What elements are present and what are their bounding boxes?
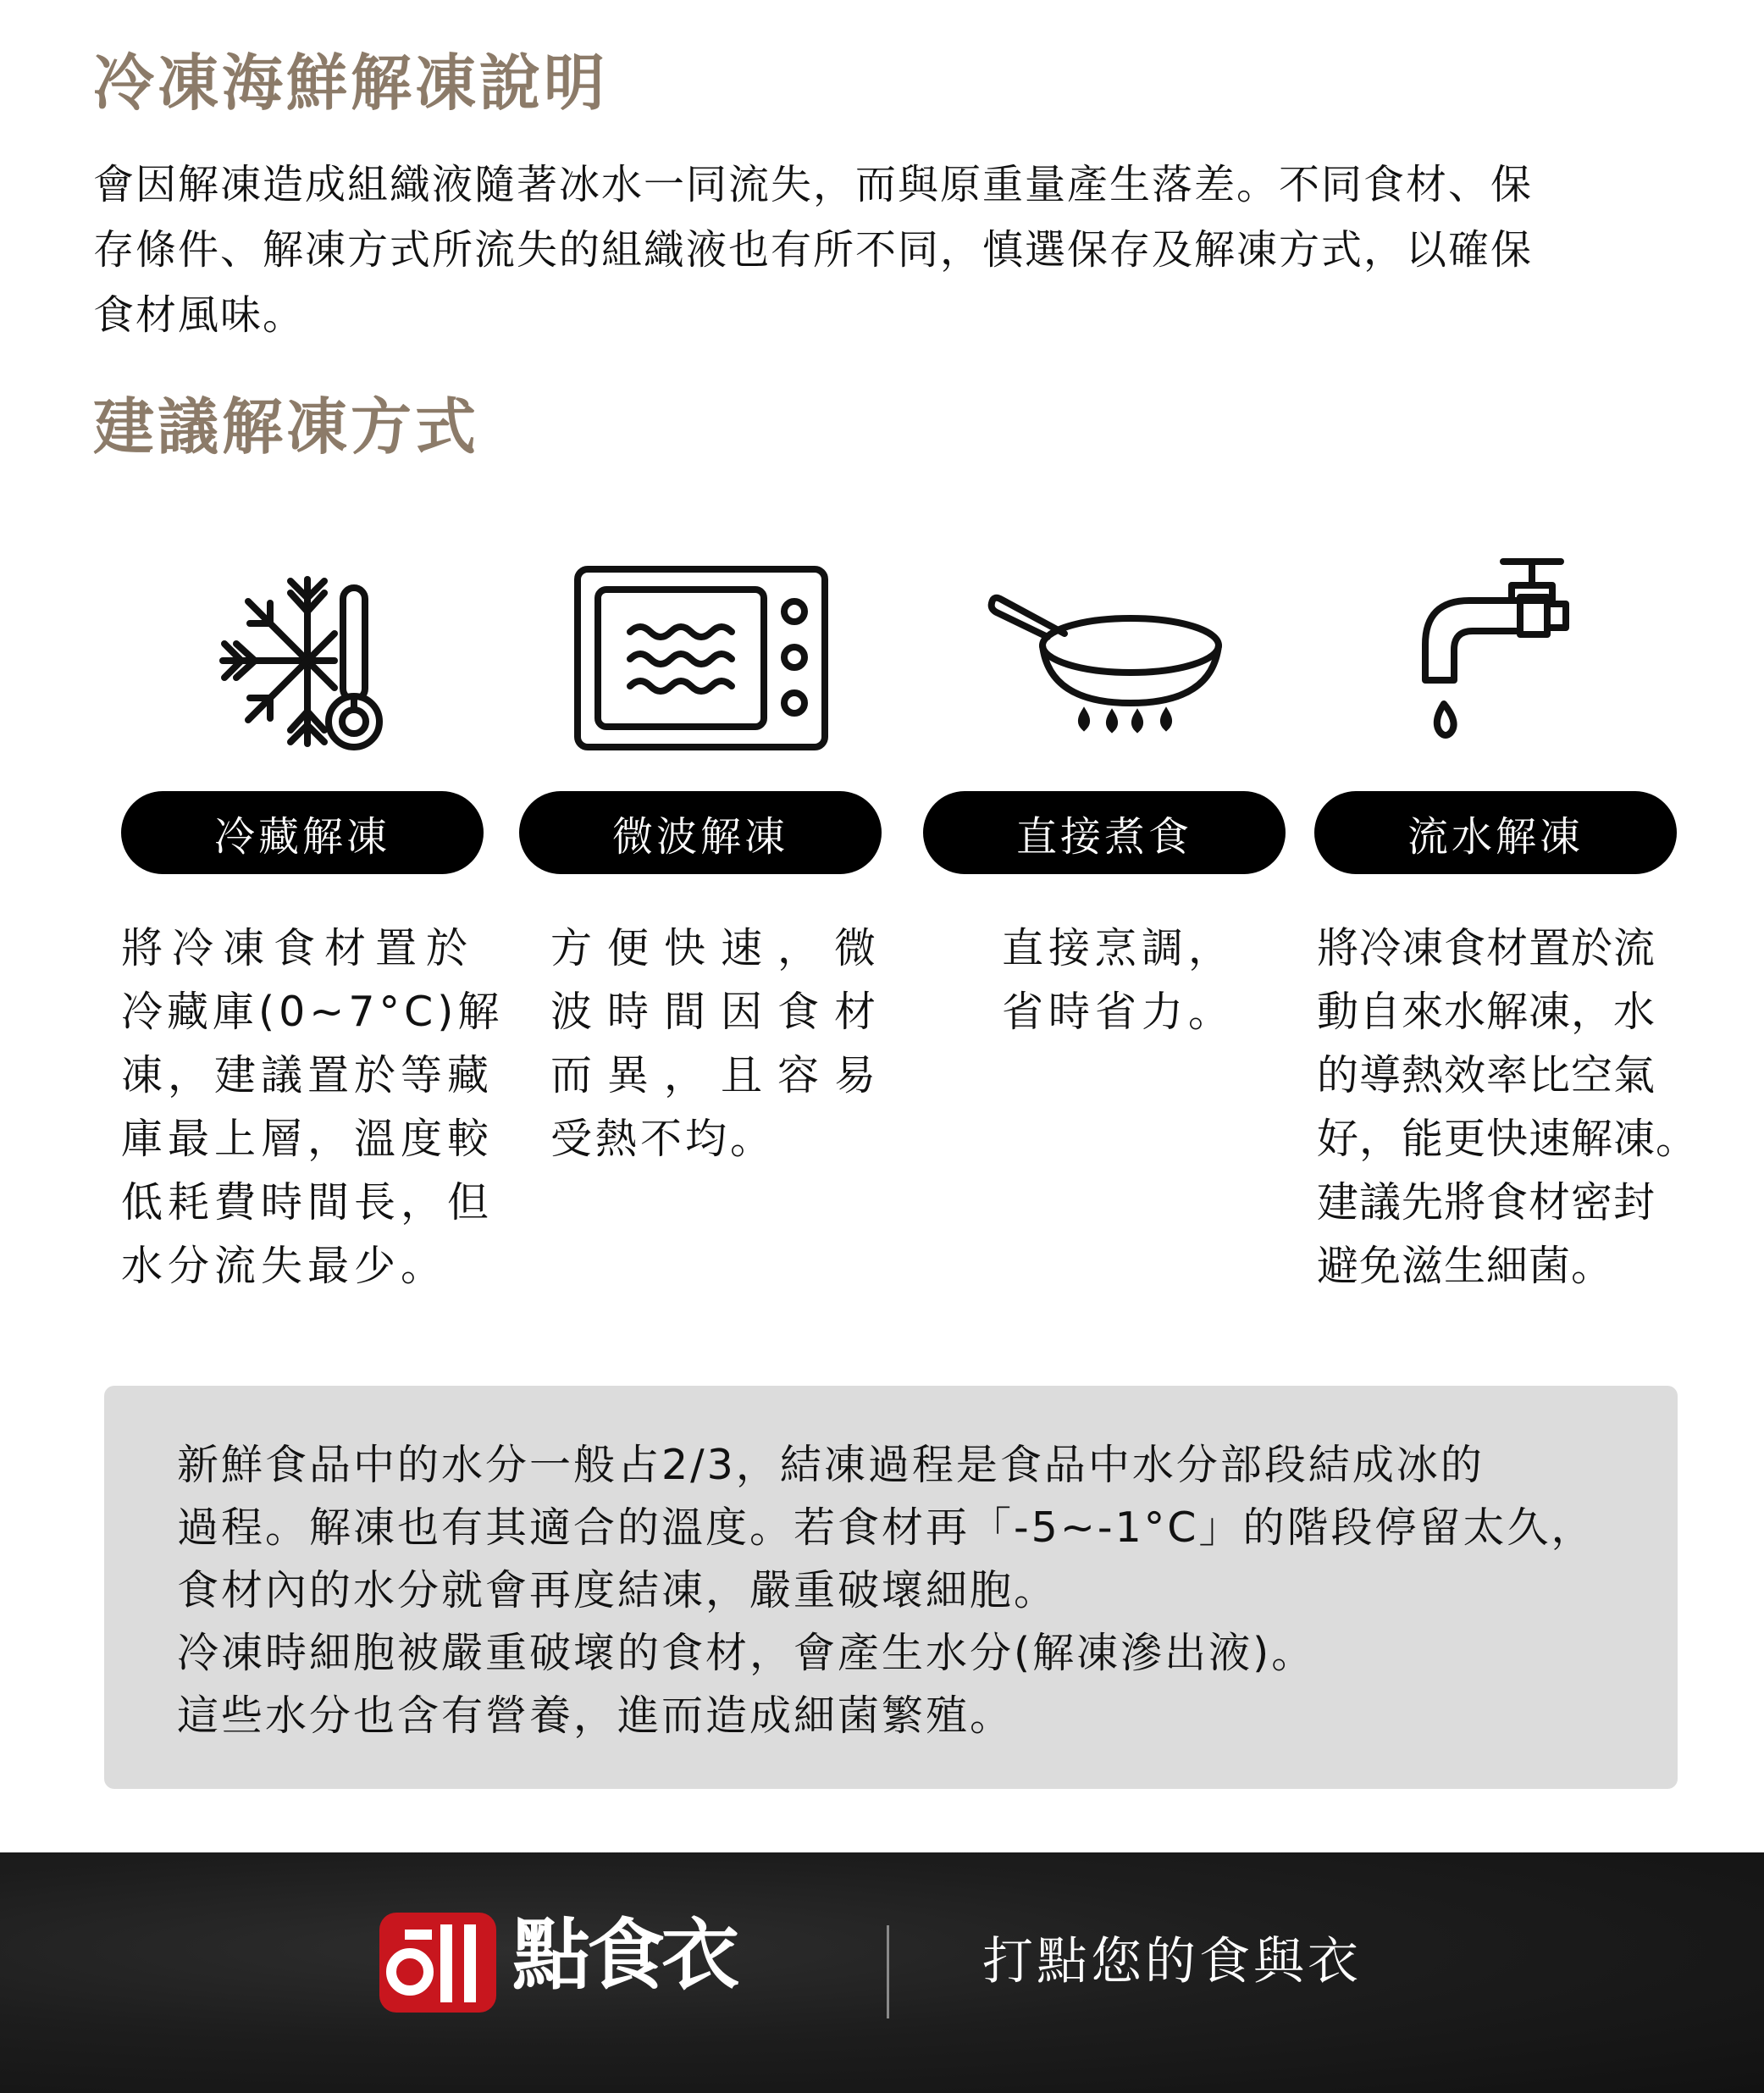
desc-line: 避免滋生細菌。: [1317, 1242, 1614, 1290]
method-label-fridge-thaw: 冷藏解凍: [121, 791, 484, 874]
snowflake-thermometer-icon: [207, 561, 402, 756]
desc-line: 波時間因食材: [550, 988, 892, 1036]
method-desc-running-water-thaw: [1317, 916, 1698, 1298]
intro-paragraph: [93, 152, 1685, 348]
desc-line: 動自來水解凍，水: [1317, 988, 1656, 1036]
method-label-direct-cook: 直接煮食: [923, 791, 1286, 874]
brand-logo-mark: [379, 1913, 496, 2013]
note-line: 食材內的水分就會再度結凍，嚴重破壞細胞。: [177, 1566, 1059, 1614]
desc-line: 直接烹調，: [1002, 924, 1236, 972]
intro-line: 會因解凍造成組織液隨著冰水一同流失，而與原重量產生落差。不同食材、保: [93, 161, 1534, 208]
method-label-microwave-thaw: 微波解凍: [519, 791, 882, 874]
brand-tagline: 打點您的食與衣: [982, 1932, 1362, 1991]
desc-line: 好，能更快速解凍。: [1317, 1115, 1699, 1163]
desc-line: 庫最上層，溫度較: [121, 1115, 495, 1163]
method-desc-direct-cook: [1002, 916, 1235, 1044]
desc-line: 受熱不均。: [550, 1115, 776, 1163]
method-desc-fridge-thaw: [121, 916, 503, 1298]
note-line: 過程。解凍也有其適合的溫度。若食材再「-5~-1°C」的階段停留太久，: [177, 1503, 1595, 1552]
brand-name: 點食衣: [512, 1910, 737, 2001]
desc-line: 水分流失最少。: [121, 1242, 448, 1290]
microwave-icon: [572, 564, 830, 752]
logo-glyph-icon: [379, 1913, 496, 2013]
desc-line: 低耗費時間長，但: [121, 1178, 495, 1226]
intro-line: 存條件、解凍方式所流失的組織液也有所不同，慎選保存及解凍方式，以確保: [93, 226, 1534, 274]
desc-line: 的導熱效率比空氣: [1317, 1051, 1656, 1099]
note-line: 冷凍時細胞被嚴重破壞的食材，會產生水分(解凍滲出液)。: [177, 1629, 1316, 1677]
info-note-box: [104, 1386, 1678, 1789]
footer-divider: [887, 1925, 889, 2018]
desc-line: 將冷凍食材置於流: [1317, 924, 1656, 972]
desc-line: 省時省力。: [1002, 988, 1236, 1036]
desc-line: 凍，建議置於等藏: [121, 1051, 495, 1099]
note-line: 這些水分也含有營養，進而造成細菌繁殖。: [177, 1692, 1015, 1740]
desc-line: 而異，且容易: [550, 1051, 892, 1099]
desc-line: 將冷凍食材置於: [121, 924, 478, 972]
section-title: 建議解凍方式: [93, 390, 480, 462]
page-title: 冷凍海鮮解凍說明: [93, 47, 609, 119]
method-label-running-water-thaw: 流水解凍: [1314, 791, 1677, 874]
intro-line: 食材風味。: [93, 291, 306, 339]
frying-pan-icon: [987, 586, 1224, 739]
desc-line: 方便快速，微: [550, 924, 892, 972]
desc-line: 冷藏庫(0~7°C)解: [121, 988, 504, 1036]
note-line: 新鮮食品中的水分一般占2/3，結凍過程是食品中水分部段結成冰的: [177, 1441, 1485, 1489]
method-desc-microwave-thaw: [550, 916, 891, 1171]
brand-footer: [0, 1852, 1764, 2093]
desc-line: 建議先將食材密封: [1317, 1178, 1656, 1226]
water-tap-icon: [1418, 555, 1588, 750]
